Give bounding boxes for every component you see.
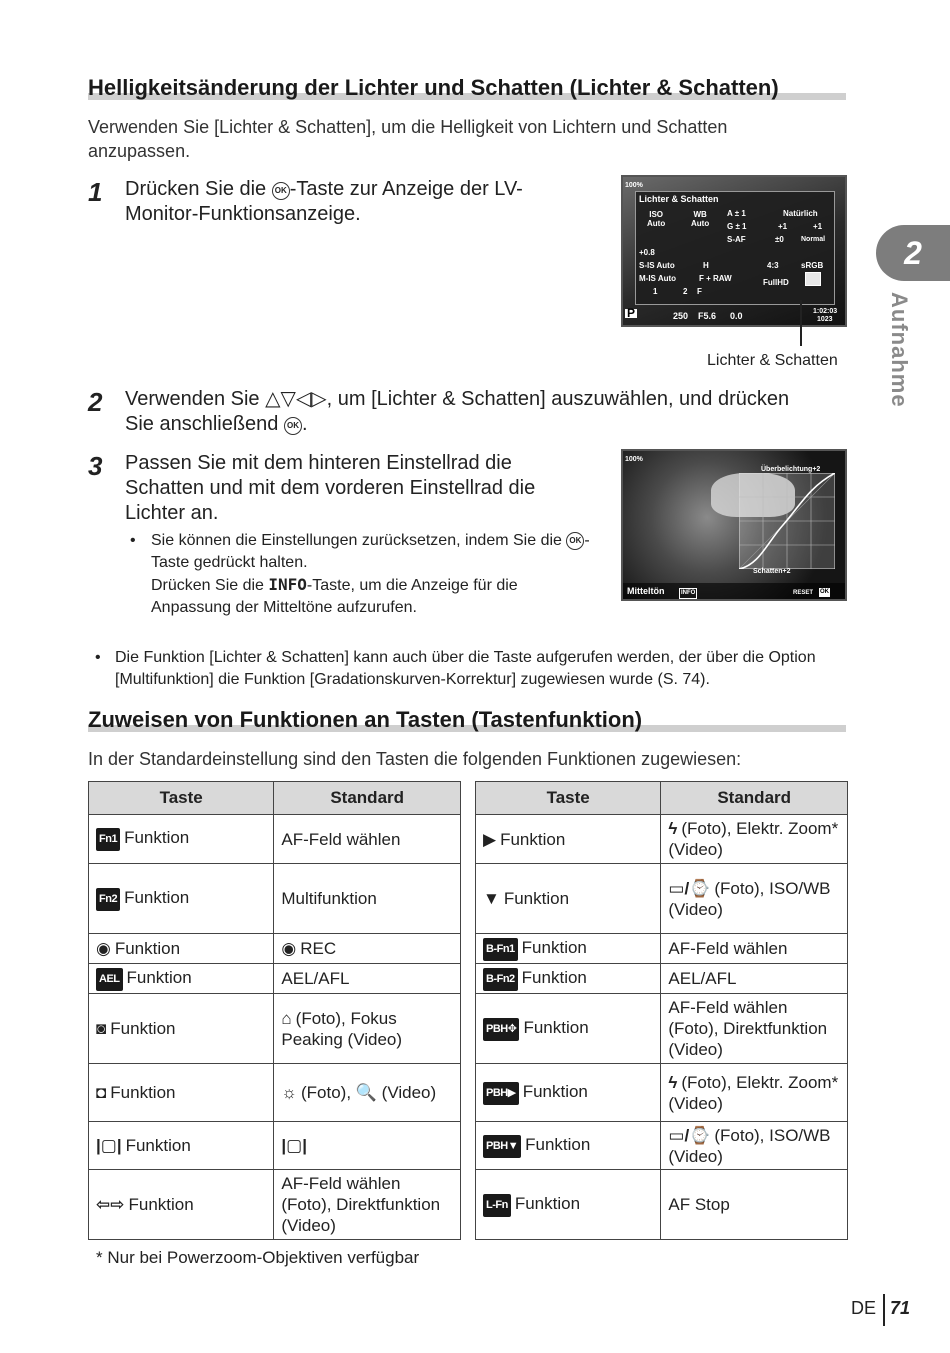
- table-row: [89, 964, 461, 994]
- default-function: AF-Feld wählen (Foto), Direktfunktion (Video): [274, 1170, 461, 1240]
- drive-self-timer-icon: ▭/⌚: [668, 1125, 711, 1145]
- step-2-pre: Verwenden Sie: [125, 388, 266, 410]
- table-row: [89, 1064, 461, 1122]
- column-header-standard: Standard: [274, 782, 461, 815]
- footer-language: DE: [851, 1298, 877, 1318]
- lcd-shadow-label: Schatten+2: [753, 568, 791, 575]
- art-filter-icon: ☼: [281, 1083, 297, 1102]
- section-2-intro: In der Standardeinstellung sind den Tasten die folgenden Funktionen zugewiesen:: [88, 749, 742, 769]
- lcd-wb: WB Auto: [691, 210, 710, 228]
- footer-divider: [883, 1294, 885, 1326]
- step-3-bullet: [151, 530, 591, 619]
- default-function: REC: [300, 939, 337, 958]
- bullet-dot: •: [130, 532, 136, 549]
- lcd-midtone-label: Mitteltön: [627, 586, 665, 596]
- lcd-movie-quality: FullHD: [763, 278, 789, 287]
- section-title-button-function: Zuweisen von Funktionen an Tasten (Tastenfunktion): [88, 707, 643, 732]
- key-label: Funktion: [114, 939, 181, 958]
- default-function: (Foto), ISO/WB (Video): [668, 1125, 831, 1166]
- lcd-quality: F: [697, 287, 702, 296]
- lcd-zoom-badge: 100%: [625, 456, 643, 463]
- table-row: [89, 815, 461, 864]
- key-label: Funktion: [514, 1193, 581, 1213]
- default-function: Multifunktion: [274, 864, 461, 934]
- step-1-pre: Drücken Sie die: [125, 178, 272, 200]
- ok-button-icon: OK: [284, 417, 302, 435]
- default-function: AEL/AFL: [661, 964, 848, 994]
- step-2-text: [125, 387, 815, 437]
- magnify-button-icon: ◘: [96, 1083, 107, 1102]
- flash-icon: ϟ: [668, 819, 678, 838]
- chapter-label: Aufnahme: [887, 292, 912, 408]
- lcd-zoom-badge: 100%: [625, 182, 643, 189]
- bullet-2-post: -Taste, um die Anzeige für die Anpassung der Mitteltöne aufzurufen.: [151, 577, 518, 616]
- key-label: Funktion: [521, 937, 587, 957]
- table-row: [476, 815, 848, 864]
- step-number: 2: [88, 387, 103, 417]
- default-function: (Foto), ISO/WB (Video): [668, 878, 831, 919]
- bullet-1-post: -Taste gedrückt halten.: [151, 532, 590, 571]
- lcd-info-icon: INFO: [679, 588, 697, 599]
- page-number: 71: [890, 1298, 911, 1318]
- lcd-reset-label: RESET: [793, 590, 814, 596]
- key-label: Funktion: [525, 1134, 591, 1154]
- info-button-label: INFO: [268, 575, 307, 594]
- lcd-picture-mode: Natürlich: [783, 209, 818, 218]
- table-row: [476, 994, 848, 1064]
- ok-button-icon: OK: [566, 532, 584, 550]
- lcd-record-time: 1:02:03: [813, 308, 838, 315]
- default-function: AF Stop: [661, 1170, 848, 1240]
- table-row: [476, 1170, 848, 1240]
- key-label: Funktion: [523, 1017, 589, 1037]
- lighting-note: Die Funktion [Lichter & Schatten] kann auch über die Taste aufgerufen werden, der über die Option [Multifunktion] die Funktion [Gradationskurven-Korrektur] zugewiesen wurde (S. 74).: [115, 649, 816, 688]
- default-function: AF-Feld wählen: [274, 815, 461, 864]
- lcd-g: G ± 1: [727, 222, 747, 231]
- table-row: [89, 1170, 461, 1240]
- lcd-slot-1: 1: [653, 287, 658, 296]
- table-row: [476, 934, 848, 964]
- pbh-cross-icon: PBH✥: [483, 1018, 519, 1041]
- ael-afl-icon: AEL: [96, 968, 123, 991]
- caption-pointer-line: [800, 300, 802, 346]
- key-label: Funktion: [521, 967, 587, 987]
- lv-monitor-screenshot: [621, 175, 847, 327]
- lcd-header: Lichter & Schatten: [639, 194, 719, 204]
- lcd-aperture: F5.6: [698, 311, 717, 321]
- lcd-shutter: 250: [673, 311, 689, 321]
- key-label: Funktion: [126, 967, 192, 987]
- default-function: AF-Feld wählen (Foto), Direktfunktion (Video): [661, 994, 848, 1064]
- lcd-af-mode: S-AF: [727, 235, 746, 244]
- table-row: [89, 1122, 461, 1170]
- lfn-icon: L-Fn: [483, 1194, 511, 1217]
- default-function: (Foto), Elektr. Zoom* (Video): [668, 819, 839, 859]
- arrow-down-icon: ▼: [483, 889, 500, 908]
- lcd-slot-2: 2: [683, 287, 688, 296]
- default-function: (Foto), 🔍 (Video): [300, 1083, 437, 1102]
- section-title-lighting: Helligkeitsänderung der Lichter und Schatten (Lichter & Schatten): [88, 75, 779, 100]
- table-row: [476, 1064, 848, 1122]
- lcd-movie-stabilizer: M-IS Auto: [639, 274, 677, 283]
- lcd-sharpness: +1: [778, 222, 788, 231]
- section-intro: Verwenden Sie [Lichter & Schatten], um die Helligkeit von Lichtern und Schatten anzupassen.: [88, 117, 728, 161]
- default-function: (Foto), Fokus Peaking (Video): [281, 1008, 403, 1049]
- column-header-taste: Taste: [89, 782, 274, 815]
- hdr-icon: |▢|: [96, 1136, 122, 1155]
- arrow-keys-icon: △▽◁▷: [265, 388, 327, 410]
- lcd-record-mode: F + RAW: [699, 274, 732, 283]
- default-function: AF-Feld wählen: [661, 934, 848, 964]
- lcd-colorspace: sRGB: [801, 261, 824, 270]
- pbh-down-icon: PBH▼: [483, 1135, 521, 1158]
- key-label: Funktion: [500, 829, 566, 849]
- lcd-contrast: +1: [813, 222, 823, 231]
- key-label: Funktion: [125, 1136, 191, 1155]
- lcd-ok-icon: OK: [820, 589, 829, 595]
- bullet-dot: •: [95, 649, 101, 666]
- ok-button-icon: OK: [272, 182, 290, 200]
- lcd-shooting-mode: P: [627, 306, 636, 320]
- key-label: Funktion: [128, 1195, 194, 1214]
- default-function: (Foto), Elektr. Zoom* (Video): [668, 1072, 839, 1113]
- table-row: [476, 864, 848, 934]
- key-label: Funktion: [110, 1083, 176, 1102]
- direction-icon: ⇦⇨: [96, 1195, 125, 1214]
- record-icon: ◉: [96, 939, 111, 958]
- chapter-label-vertical: [884, 292, 914, 412]
- bfn2-icon: B-Fn2: [483, 968, 518, 991]
- tone-curve-graph: [739, 473, 835, 569]
- key-label: Funktion: [503, 889, 570, 908]
- record-icon: ◉: [281, 939, 297, 958]
- lcd-gradation: Normal: [801, 236, 826, 243]
- lcd-iso: ISO Auto: [647, 210, 666, 228]
- screen-caption: Lichter & Schatten: [707, 352, 838, 369]
- step-number: 3: [88, 451, 103, 481]
- drive-self-timer-icon: ▭/⌚: [668, 878, 711, 898]
- footnote: * Nur bei Powerzoom-Objektiven verfügbar: [96, 1248, 420, 1267]
- lcd-shot-count: 1023: [817, 316, 833, 323]
- table-row: [476, 1122, 848, 1170]
- button-table-right: [475, 781, 848, 1240]
- step-1-post: -Taste zur Anzeige der LV-Monitor-Funktionsanzeige.: [125, 178, 523, 225]
- chapter-tab: 2: [876, 225, 950, 281]
- column-header-taste: Taste: [476, 782, 661, 815]
- lcd-highlight-label: Überbelichtung+2: [761, 466, 821, 473]
- step-2-mid: , um [Lichter & Schatten] auszuwählen, und drücken Sie anschließend: [125, 388, 790, 435]
- lcd-lights-shadows-selected: [805, 272, 821, 286]
- key-label: Funktion: [110, 1019, 176, 1038]
- preview-std-icon: ⌂: [281, 1008, 292, 1028]
- bullet-1-pre: Sie können die Einstellungen zurücksetzen, indem Sie die: [151, 532, 567, 549]
- key-label: Funktion: [124, 887, 190, 907]
- pbh-right-icon: PBH▶: [483, 1082, 519, 1105]
- key-label: Funktion: [522, 1081, 588, 1101]
- fn2-icon: Fn2: [96, 888, 120, 911]
- table-row: [89, 934, 461, 964]
- arrow-right-icon: ▶: [483, 829, 497, 849]
- hdr-icon: |▢|: [281, 1136, 307, 1155]
- lcd-drive: H: [703, 261, 709, 270]
- step-2-post: .: [301, 413, 308, 435]
- button-table-left: [88, 781, 461, 1240]
- step-number: 1: [88, 177, 103, 207]
- lcd-saturation: ±0: [775, 235, 784, 244]
- preview-icon: ◙: [96, 1019, 107, 1038]
- table-row: [89, 994, 461, 1064]
- column-header-standard: Standard: [661, 782, 848, 815]
- bullet-2-pre: Drücken Sie die: [151, 577, 269, 594]
- flash-icon: ϟ: [668, 1072, 678, 1092]
- lcd-ratio: 4:3: [767, 261, 779, 270]
- lcd-a: A ± 1: [727, 209, 746, 218]
- default-function: AEL/AFL: [274, 964, 461, 994]
- table-row: [89, 864, 461, 934]
- lcd-flash-comp: +0.8: [639, 248, 655, 257]
- bfn1-icon: B-Fn1: [483, 938, 518, 961]
- curve-screen-screenshot: [621, 449, 847, 601]
- table-row: [476, 964, 848, 994]
- lcd-stabilizer: S-IS Auto: [639, 261, 675, 270]
- fn1-icon: Fn1: [96, 828, 120, 851]
- lcd-exposure: 0.0: [730, 311, 743, 321]
- key-label: Funktion: [124, 828, 190, 847]
- step-1-text: [125, 177, 545, 227]
- step-3-text: Passen Sie mit dem hinteren Einstellrad die Schatten und mit dem vorderen Einstellrad die Lichter an.: [125, 452, 536, 524]
